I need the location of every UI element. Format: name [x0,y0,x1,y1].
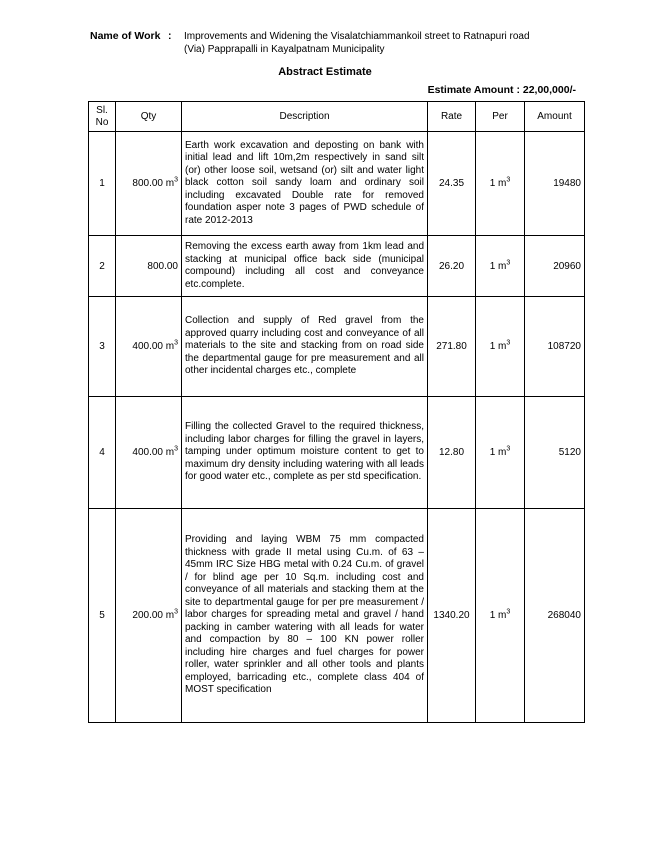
work-line-1: Improvements and Widening the Visalatchiammankoil street to Ratnapuri road [184,31,530,42]
cell-rate: 12.80 [428,397,476,509]
table-row [89,509,585,723]
cell-per: 1 $m^3$ [476,297,525,397]
cell-sl: 4 [89,397,116,509]
table-row [89,236,585,297]
header-rate: Rate [428,102,476,132]
cell-rate: 271.80 [428,297,476,397]
cell-qty: 400.00 $m^3$ [116,297,182,397]
cell-rate: 1340.20 [428,509,476,723]
cell-per: 1 $m^3$ [476,397,525,509]
cell-description: Removing the excess earth away from 1km lead and stacking at municipal office back side (municipal compound) including all cost and conveyance etc.complete. [182,236,428,297]
abstract-estimate-table [88,101,585,723]
cell-sl: 5 [89,509,116,723]
cell-per: 1 $m^3$ [476,509,525,723]
cell-per: 1 $m^3$ [476,236,525,297]
cell-amount: 19480 [525,132,585,236]
cell-description: Collection and supply of Red gravel from the approved quarry including cost and conveyance of all materials to the site and stacking from on road side the departmental gauge for pre measurement and all other incidental charges etc., complete [182,297,428,397]
cell-rate: 24.35 [428,132,476,236]
header-sl-no: Sl. No [89,102,116,132]
page-title: Abstract Estimate [278,66,372,78]
work-description [184,30,584,56]
name-of-work-colon: : [168,30,172,42]
header-amount: Amount [525,102,585,132]
cell-amount: 268040 [525,509,585,723]
header-qty: Qty [116,102,182,132]
cell-description: Earth work excavation and deposting on bank with initial lead and lift 10m,2m respectively in sand silt (or) other loose soil, wetsand (or) silt and water light black cotton soil sandy loam and ordinary soil including excavated Double rate for removed foundation asper note 3 pages of PWD schedule of rate 2012-2013 [182,132,428,236]
table-row [89,297,585,397]
name-of-work-label: Name of Work [90,30,161,42]
cell-amount: 5120 [525,397,585,509]
table-row [89,132,585,236]
cell-sl: 2 [89,236,116,297]
cell-per: 1 $m^3$ [476,132,525,236]
table-header-row [89,102,585,132]
cell-sl: 1 [89,132,116,236]
cell-qty: 800.00 $m^3$ [116,132,182,236]
cell-qty: 200.00 $m^3$ [116,509,182,723]
header-per: Per [476,102,525,132]
table-row [89,397,585,509]
work-line-2: (Via) Papprapalli in Kayalpatnam Municipality [184,44,385,55]
cell-qty: 800.00 [116,236,182,297]
header-description: Description [182,102,428,132]
cell-amount: 20960 [525,236,585,297]
cell-sl: 3 [89,297,116,397]
cell-description: Filling the collected Gravel to the required thickness, including labor charges for filling the gravel in layers, tamping under optimum moisture content to get to maximum dry density including watering with all leads for good water etc., complete as per std specification. [182,397,428,509]
cell-description: Providing and laying WBM 75 mm compacted thickness with grade II metal using Cu.m. of 63 – 45mm IRC Size HBG metal with 0.24 Cu.m. of gravel / for blind age per 10 Sq.m. including cost and conveyance of all materials and stacking them at the site to departmental gauge for per pre measurement / labor charges for spreading metal and gravel / hand packing in camber watering with all leads for water and compaction by 80 – 100 KN power roller including hire charges and fuel charges for power roller, water sprinkler and all other tools and plants employed, barricading etc., complete class 404 of MOST specification [182,509,428,723]
cell-rate: 26.20 [428,236,476,297]
estimate-amount: Estimate Amount : 22,00,000/- [427,84,576,96]
cell-qty: 400.00 $m^3$ [116,397,182,509]
cell-amount: 108720 [525,297,585,397]
